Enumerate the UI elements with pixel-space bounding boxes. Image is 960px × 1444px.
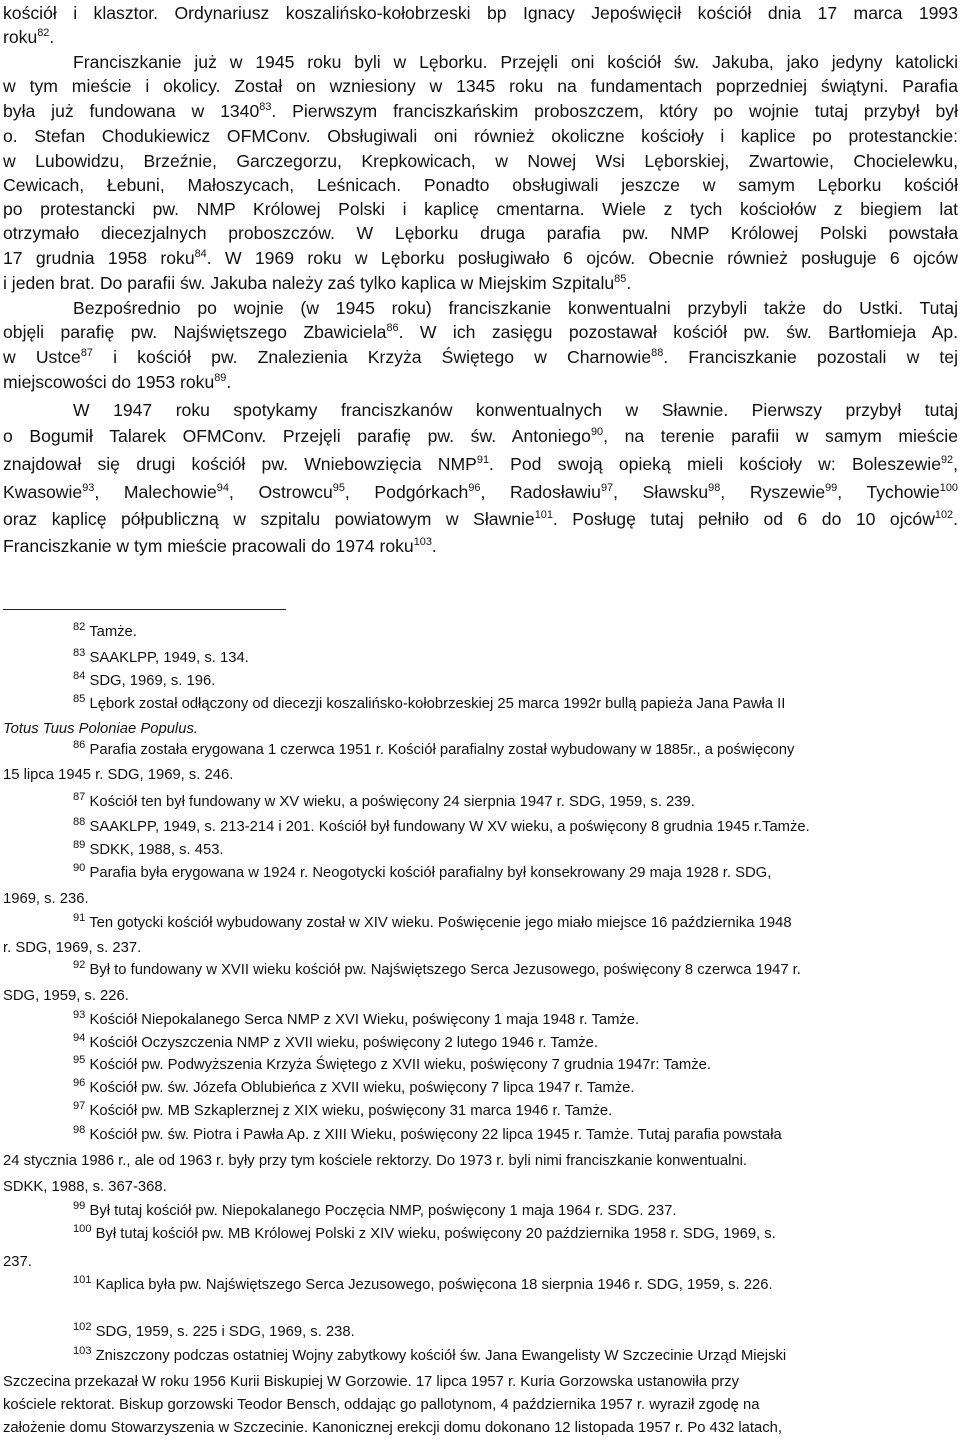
body-line: roku$^{82}$. (3, 27, 55, 47)
footnote-ref: 97 (600, 482, 614, 495)
footnote-ref: 86 (386, 322, 399, 335)
body-line: 17 grudnia 1958 roku$^{84}$. W 1969 roku w Lęborku posługiwało 6 ojców. Obecnie również posługuje 6 ojców (3, 248, 958, 268)
footnote-ref: 85 (614, 273, 627, 286)
footnote-number: 93 (73, 1009, 86, 1022)
footnote-separator (3, 609, 286, 610)
body-line: miejscowości do 1953 roku$^{89}$. (3, 372, 232, 392)
footnote-continuation: kościele rektorat. Biskup gorzowski Teodor Bensch, oddając go pallotynom, 4 października 1957 r. wyraził zgodę na (3, 1397, 760, 1413)
footnote-number: 87 (73, 791, 86, 804)
footnote-ref: 95 (332, 482, 345, 495)
footnote-number: 88 (73, 816, 86, 829)
footnote-number: 96 (73, 1077, 86, 1090)
footnote-number: 91 (73, 912, 86, 925)
body-line: w Lubowidzu, Brzeźnie, Garczegorzu, Krepkowicach, w Nowej Wsi Lęborskiej, Zwartowie, Chocielewku, (3, 151, 958, 171)
body-line: Bezpośrednio po wojnie (w 1945 roku) franciszkanie konwentualni przybyli także do Ustki. Tutaj (73, 298, 958, 318)
body-line: kościół i klasztor. Ordynariusz koszalińsko-kołobrzeski bp Ignacy Jepoświęcił kościół dnia 17 marca 1993 (3, 3, 958, 23)
footnote-number: 83 (73, 647, 86, 660)
footnote-number: 84 (73, 670, 86, 683)
footnote-continuation: Szczecina przekazał W roku 1956 Kurii Biskupiej W Gorzowie. 17 lipca 1957 r. Kuria Gorzowska ustanowiła przy (3, 1374, 740, 1390)
footnote: $^{96}$ Kościół pw. św. Józefa Oblubieńca z XVII wieku, poświęcony 7 lipca 1947 r. Tamże. (73, 1077, 635, 1096)
body-line: o. Stefan Chodukiewicz OFMConv. Obsługiwali oni również okoliczne kościoły i kaplice po protestanckie: (3, 126, 958, 146)
footnote-ref: 103 (413, 536, 432, 549)
footnote-number: 100 (73, 1223, 92, 1236)
footnote: $^{102}$ SDG, 1959, s. 225 i SDG, 1969, s. 238. (73, 1321, 355, 1340)
footnote-ref: 83 (259, 101, 272, 114)
footnote: $^{101}$ Kaplica była pw. Najświętszego Serca Jezusowego, poświęcona 18 sierpnia 1946 r. SDG, 1959, s. 226. (73, 1274, 773, 1293)
footnote: $^{100}$ Był tutaj kościół pw. MB Królowej Polski z XIV wieku, poświęcony 20 października 1958 r. SDG, 1969, s. (73, 1223, 776, 1242)
footnote-number: 103 (73, 1345, 92, 1358)
footnote-ref: 99 (825, 482, 838, 495)
footnote: $^{90}$ Parafia była erygowana w 1924 r. Neogotycki kościół parafialny był konsekrowany 29 maja 1928 r. SDG, (73, 862, 772, 881)
body-line: po protestancki pw. NMP Królowej Polski i kaplicę cmentarna. Wiele z tych kościołów z biegiem lat (3, 199, 958, 219)
footnote: $^{86}$ Parafia została erygowana 1 czerwca 1951 r. Kościół parafialny został wybudowany w 1885r., a poświęcony (73, 739, 795, 758)
footnote: $^{82}$ Tamże. (73, 621, 137, 640)
footnote-ref: 92 (940, 454, 954, 467)
footnote-ref: 90 (590, 426, 604, 439)
body-line: Kwasowie$^{93}$, Malechowie$^{94}$, Ostrowcu$^{95}$, Podgórkach$^{96}$, Radosławiu$^{97}$, Sławsku$^{98}$, Ryszewie$^{99}$, Tychowie$^{100}$ (3, 482, 958, 502)
body-line: Franciszkanie już w 1945 roku byli w Lęborku. Przejęli oni kościół św. Jakuba, jako jedyny katolicki (73, 52, 958, 72)
footnote-number: 82 (73, 621, 86, 634)
footnote: $^{89}$ SDKK, 1988, s. 453. (73, 839, 224, 858)
footnote-number: 102 (73, 1321, 92, 1334)
body-line: Franciszkanie w tym mieście pracowali do 1974 roku$^{103}$. (3, 536, 437, 556)
footnote-ref: 84 (194, 248, 207, 261)
body-line: oraz kaplicę półpubliczną w szpitalu powiatowym w Sławnie$^{101}$. Posługę tutaj pełniło od 6 do 10 ojców$^{102}$. (3, 509, 958, 529)
footnote: $^{92}$ Był to fundowany w XVII wieku kościół pw. Najświętszego Serca Jezusowego, poświęcony 8 czerwca 1947 r. (73, 959, 801, 978)
footnote: $^{97}$ Kościół pw. MB Szkaplerznej z XIX wieku, poświęcony 31 marca 1946 r. Tamże. (73, 1100, 613, 1119)
body-line: W 1947 roku spotykamy franciszkanów konwentualnych w Sławnie. Pierwszy przybył tutaj (73, 400, 958, 420)
body-line: objęli parafię pw. Najświętszego Zbawiciela$^{86}$. W ich zasięgu pozostawał kościół pw. św. Bartłomieja Ap. (3, 322, 958, 342)
body-line: była już fundowana w 1340$^{83}$. Pierwszym franciszkańskim proboszczem, który po wojnie tutaj przybył był (3, 101, 958, 121)
footnote-continuation: 24 stycznia 1986 r., ale od 1963 r. były przy tym kościele rektorzy. Do 1973 r. byli nimi franciszkanie konwentualni. (3, 1153, 748, 1169)
footnote-continuation: r. SDG, 1969, s. 237. (3, 940, 142, 956)
footnote: $^{84}$ SDG, 1969, s. 196. (73, 670, 216, 689)
footnote-ref: 98 (708, 482, 721, 495)
footnote-number: 101 (73, 1274, 92, 1287)
body-line: otrzymało diecezjalnych proboszczów. W Lęborku druga parafia pw. NMP Królowej Polski powstała (3, 223, 958, 243)
footnote-ref: 102 (934, 509, 954, 522)
footnote: $^{88}$ SAAKLPP, 1949, s. 213-214 i 201. Kościół był fundowany W XV wieku, a poświęcony 8 grudnia 1945 r.Tamże. (73, 816, 810, 835)
footnote-ref: 96 (468, 482, 481, 495)
footnote-ref: 100 (939, 482, 958, 495)
body-line: o Bogumił Talarek OFMConv. Przejęli parafię pw. św. Antoniego$^{90}$, na terenie parafii w samym mieście (3, 426, 958, 446)
body-line: w tym mieście i okolicy. Został on wzniesiony w 1345 roku na fundamentach poprzedniej świątyni. Parafia (3, 76, 958, 96)
footnote-number: 94 (73, 1032, 86, 1045)
footnote-continuation: SDG, 1959, s. 226. (3, 988, 129, 1004)
footnote-continuation: SDKK, 1988, s. 367-368. (3, 1179, 167, 1195)
footnote-ref: 93 (82, 482, 95, 495)
body-line: znajdował się drugi kościół pw. Wniebowzięcia NMP$^{91}$. Pod swoją opieką mieli kościoły w: Boleszewie$^{92}$, (3, 454, 959, 474)
footnote-number: 86 (73, 739, 86, 752)
footnote-ref: 91 (476, 454, 490, 467)
body-line: Cewicach, Łebuni, Małoszycach, Leśnicach. Ponadto obsługiwali jeszcze w samym Lęborku kościół (3, 175, 958, 195)
footnote: $^{91}$ Ten gotycki kościół wybudowany został w XIV wieku. Poświęcenie jego miało miejsce 16 października 1948 (73, 912, 792, 931)
footnote-continuation: założenie domu Stowarzyszenia w Szczecinie. Kanonicznej erekcji domu dokonano 12 listopada 1957 r. Po 432 latach, (3, 1420, 782, 1436)
footnote: $^{99}$ Był tutaj kościół pw. Niepokalanego Poczęcia NMP, poświęcony 1 maja 1964 r. SDG. 237. (73, 1200, 677, 1219)
footnote-number: 98 (73, 1124, 86, 1137)
footnote-number: 99 (73, 1200, 86, 1213)
footnote-ref: 88 (651, 347, 664, 360)
footnote-number: 90 (73, 862, 86, 875)
body-line: w Ustce$^{87}$ i kościół pw. Znalezienia Krzyża Świętego w Charnowie$^{88}$. Franciszkanie pozostali w tej (3, 347, 958, 367)
footnote-continuation: Totus Tuus Poloniae Populus. (3, 721, 198, 737)
body-line: i jeden brat. Do parafii św. Jakuba należy zaś tylko kaplica w Miejskim Szpitalu$^{85}$. (3, 273, 632, 293)
footnote-number: 92 (73, 959, 86, 972)
footnote-number: 97 (73, 1100, 86, 1113)
footnote: $^{83}$ SAAKLPP, 1949, s. 134. (73, 647, 249, 666)
footnote: $^{103}$ Zniszczony podczas ostatniej Wojny zabytkowy kościół św. Jana Ewangelisty W Szczecinie Urząd Miejski (73, 1345, 787, 1364)
footnote-continuation: 1969, s. 236. (3, 891, 89, 907)
footnote: $^{85}$ Lębork został odłączony od diecezji koszalińsko-kołobrzeskiej 25 marca 1992r bullą papieża Jana Pawła II (73, 693, 786, 712)
footnote: $^{87}$ Kościół ten był fundowany w XV wieku, a poświęcony 24 sierpnia 1947 r. SDG, 1959, s. 239. (73, 791, 695, 810)
footnote-number: 85 (73, 693, 86, 706)
footnote-ref: 101 (534, 509, 553, 522)
footnote-continuation: 237. (3, 1254, 32, 1270)
footnote-continuation: 15 lipca 1945 r. SDG, 1969, s. 246. (3, 767, 234, 783)
footnote: $^{95}$ Kościół pw. Podwyższenia Krzyża Świętego z XVII wieku, poświęcony 7 grudnia 1947r: Tamże. (73, 1054, 711, 1073)
footnote-ref: 94 (216, 482, 229, 495)
footnote-ref: 87 (80, 347, 93, 360)
footnote: $^{98}$ Kościół pw. św. Piotra i Pawła Ap. z XIII Wieku, poświęcony 22 lipca 1945 r. Tamże. Tutaj parafia powstała (73, 1124, 782, 1143)
footnote-number: 89 (73, 839, 86, 852)
footnote-ref: 89 (214, 372, 227, 385)
footnote: $^{93}$ Kościół Niepokalanego Serca NMP z XVI Wieku, poświęcony 1 maja 1948 r. Tamże. (73, 1009, 640, 1028)
footnote-number: 95 (73, 1054, 86, 1067)
footnote: $^{94}$ Kościół Oczyszczenia NMP z XVII wieku, poświęcony 2 lutego 1946 r. Tamże. (73, 1032, 599, 1051)
footnote-ref: 82 (37, 27, 50, 40)
